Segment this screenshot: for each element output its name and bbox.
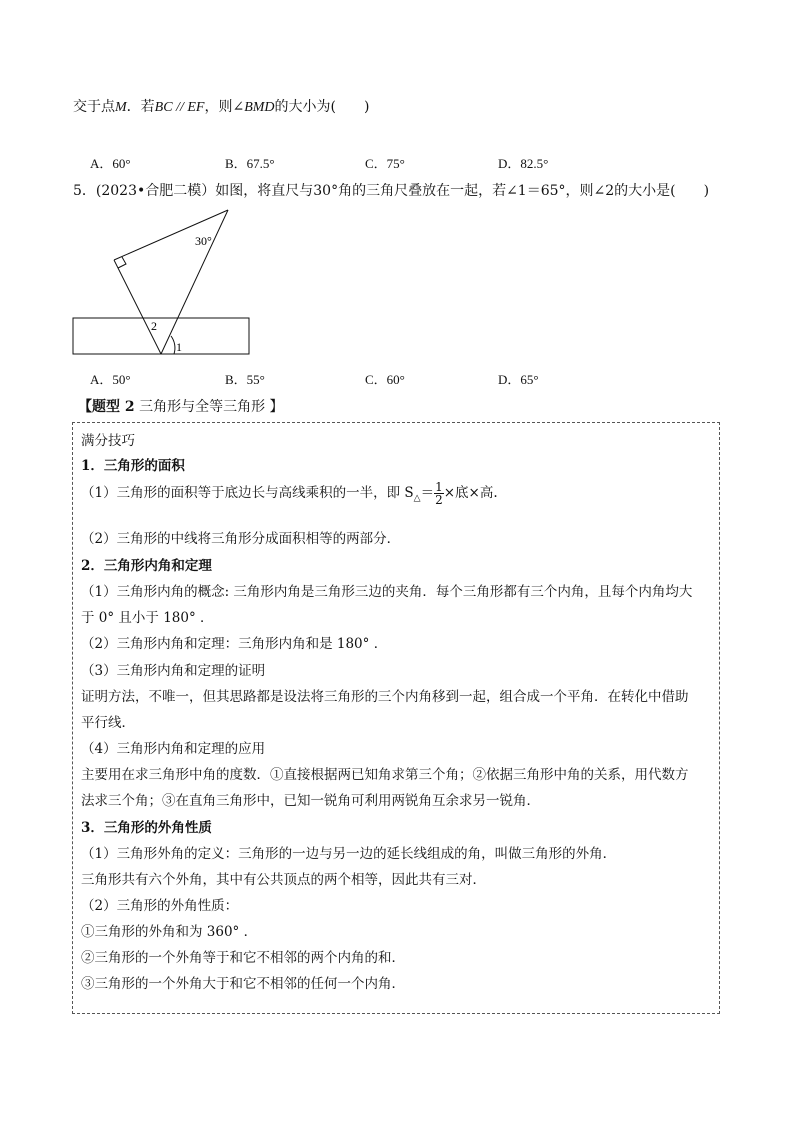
tips-median-area: （2）三角形的中线将三角形分成面积相等的两部分． bbox=[81, 531, 401, 547]
tips-proof-method-cont: 平行线． bbox=[81, 715, 135, 731]
tips-property-1: ①三角形的外角和为 360° ． bbox=[81, 924, 258, 940]
angle-2-label: 2 bbox=[151, 319, 157, 333]
tips-interior-angle-def-cont: 于 0° 且小于 180° ． bbox=[81, 610, 214, 626]
q4-angle-label: BMD bbox=[244, 100, 275, 115]
right-angle-mark bbox=[118, 257, 126, 268]
angle-1-label: 1 bbox=[176, 340, 182, 354]
tips-section-2-title: 2．三角形内角和定理 bbox=[81, 558, 212, 574]
q4-stem-text-4: 的大小为( ) bbox=[274, 99, 370, 115]
tips-exterior-angle-def: （1）三角形外角的定义：三角形的一边与另一边的延长线组成的角，叫做三角形的外角． bbox=[81, 846, 617, 862]
q4-point-label: M bbox=[115, 100, 127, 115]
section-title-bold: 【题型 2 bbox=[78, 399, 135, 415]
angle-1-arc bbox=[171, 336, 175, 354]
tips-exterior-angle-count: 三角形共有六个外角，其中有公共顶点的两个相等，因此共有三对． bbox=[81, 872, 486, 888]
area-formula-tail: ×底×高. bbox=[443, 485, 498, 501]
tips-section-3-title: 3．三角形的外角性质 bbox=[81, 820, 212, 836]
tips-property-2: ②三角形的一个外角等于和它不相邻的两个内角的和． bbox=[81, 950, 405, 966]
q5-option-d: D．65° bbox=[498, 372, 539, 387]
q5-option-c: C．60° bbox=[365, 372, 405, 387]
q4-stem-text-1: 交于点 bbox=[73, 99, 115, 115]
q4-stem bbox=[73, 96, 369, 116]
section-title bbox=[78, 396, 284, 416]
tips-angle-sum-theorem: （2）三角形内角和定理：三角形内角和是 180° ． bbox=[81, 636, 388, 652]
angle-30-label: 30° bbox=[195, 234, 212, 248]
tips-box bbox=[72, 422, 720, 1014]
q5-option-a: A．50° bbox=[90, 372, 131, 387]
q4-option-d: D．82.5° bbox=[498, 156, 549, 171]
equals-sign: ＝ bbox=[420, 485, 435, 501]
tips-theorem-proof: （3）三角形内角和定理的证明 bbox=[81, 663, 266, 679]
section-title-rest: 三角形与全等三角形 】 bbox=[134, 399, 284, 415]
q4-option-c: C．75° bbox=[365, 156, 405, 171]
triangle-short-leg bbox=[114, 260, 161, 354]
area-formula-text: （1）三角形的面积等于底边长与高线乘积的一半，即 S bbox=[81, 485, 414, 501]
tips-application-detail: 主要用在求三角形中角的度数．①直接根据两已知角求第三个角；②依据三角形中角的关系，用代数方 bbox=[81, 767, 689, 783]
tips-interior-angle-def: （1）三角形内角的概念: 三角形内角是三角形三边的夹角．每个三角形都有三个内角，且每个内角均大 bbox=[81, 584, 693, 600]
fraction-numerator: 1 bbox=[435, 480, 443, 494]
one-half-fraction bbox=[434, 481, 444, 506]
tips-theorem-application: （4）三角形内角和定理的应用 bbox=[81, 741, 266, 757]
ruler-rect bbox=[73, 318, 249, 354]
triangle-symbol: △ bbox=[413, 493, 421, 504]
triangle-long-leg bbox=[161, 210, 228, 354]
q4-parallel-expr: BC // EF bbox=[154, 100, 205, 115]
q5-figure bbox=[70, 205, 255, 357]
tips-proof-method: 证明方法，不唯一，但其思路都是设法将三角形的三个内角移到一起，组合成一个平角．在转化中借助 bbox=[81, 689, 689, 705]
tips-property-3: ③三角形的一个外角大于和它不相邻的任何一个内角． bbox=[81, 976, 405, 992]
q4-stem-text-2: ．若 bbox=[126, 99, 155, 115]
q4-option-a: A．60° bbox=[90, 156, 131, 171]
q4-stem-text-3: ，则∠ bbox=[204, 99, 245, 115]
q5-stem: 5．(2023•合肥二模）如图，将直尺与30°角的三角尺叠放在一起，若∠1＝65°，则∠2的大小是( ) bbox=[73, 183, 710, 199]
fraction-denominator: 2 bbox=[435, 493, 443, 507]
q5-option-b: B．55° bbox=[225, 372, 265, 387]
tips-section-1-title: 1．三角形的面积 bbox=[81, 458, 185, 474]
tips-area-formula bbox=[81, 481, 498, 506]
q4-option-b: B．67.5° bbox=[225, 156, 275, 171]
tips-application-detail-cont: 法求三个角；③在直角三角形中，已知一锐角可利用两锐角互余求另一锐角． bbox=[81, 793, 540, 809]
tips-heading: 满分技巧 bbox=[81, 433, 135, 449]
tips-exterior-angle-properties: （2）三角形的外角性质： bbox=[81, 898, 239, 914]
